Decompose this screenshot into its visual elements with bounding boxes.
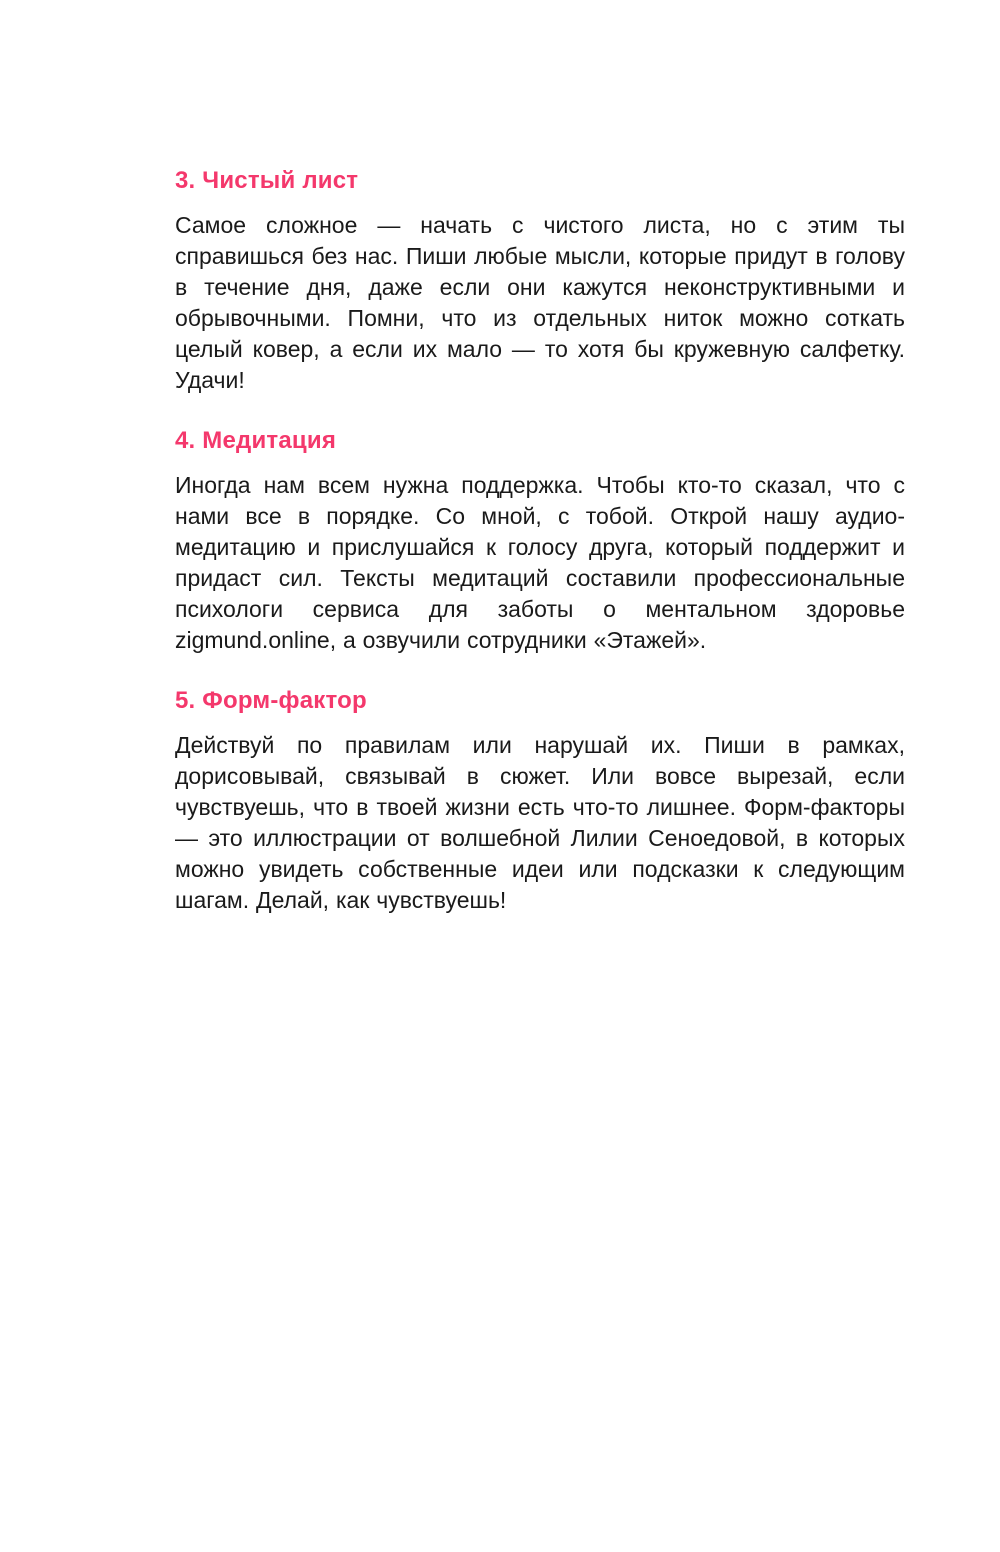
section-body-clean-sheet: Самое сложное — начать с чистого листа, но с этим ты справишься без нас. Пиши любые мысли, которые придут в голову в течение дня, даже если они кажутся неконструктивными и обрывочными. Помни, что из отдельных ниток можно соткать целый ковер, а если их мало — то хотя бы кружевную салфетку. Удачи! [175, 212, 905, 393]
section-heading-form-factor: 5. Форм-фактор [175, 687, 367, 714]
section-heading-meditation: 4. Медитация [175, 427, 337, 454]
section-body-form-factor: Действуй по правилам или нарушай их. Пиши в рамках, дорисовывай, связывай в сюжет. Или вовсе вырезай, если чувствуешь, что в твоей жизни есть что-то лишнее. Форм-факторы — это иллюстрации от волшебной Лилии Сеноедовой, в которых можно увидеть собственные идеи или подсказки к следующим шагам. Делай, как чувствуешь! [175, 732, 905, 913]
section-body-meditation: Иногда нам всем нужна поддержка. Чтобы кто-то сказал, что с нами все в порядке. Со мной, с тобой. Открой нашу аудио-медитацию и прислушайся к голосу друга, который поддержит и придаст сил. Тексты медитаций составили профессиональные психологи сервиса для заботы о ментальном здоровье zigmund.online, а озвучили сотрудники «Этажей». [175, 472, 905, 653]
section-clean-sheet [175, 166, 905, 396]
section-heading-clean-sheet: 3. Чистый лист [175, 167, 359, 194]
section-form-factor [175, 686, 905, 916]
section-meditation [175, 426, 905, 656]
